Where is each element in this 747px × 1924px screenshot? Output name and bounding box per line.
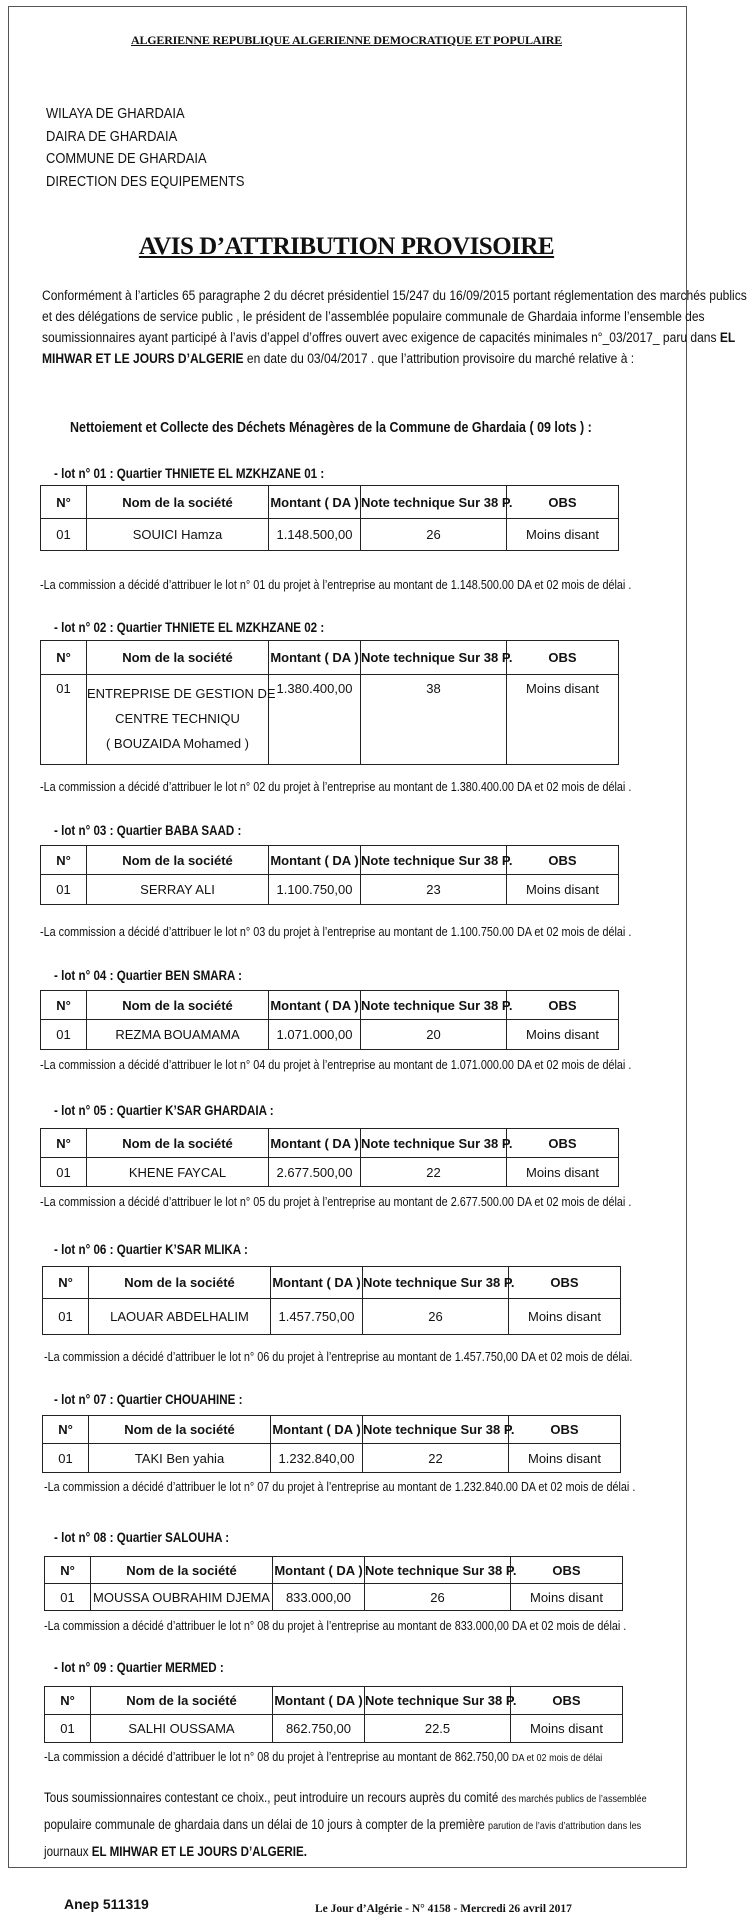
cell-number: 01 — [41, 675, 87, 765]
republic-header: ALGERIENNE REPUBLIQUE ALGERIENNE DEMOCRATIQUE ET POPULAIRE — [130, 33, 563, 47]
col-header: Montant ( DA ) — [273, 1557, 365, 1584]
cell-number: 01 — [43, 1444, 89, 1473]
col-header: Montant ( DA ) — [271, 1416, 363, 1444]
lot-decision: -La commission a décidé d’attribuer le lot n° 01 du projet à l’entreprise au montant de 1.148.500.00 DA et 02 mois de délai . — [40, 578, 632, 592]
col-header: OBS — [507, 486, 619, 519]
decision-text-small: DA et 02 mois de délai — [511, 1752, 603, 1764]
col-header: Montant ( DA ) — [271, 1267, 363, 1299]
cell-note: 20 — [361, 1020, 507, 1050]
cell-note: 22 — [361, 1158, 507, 1187]
cell-amount: 833.000,00 — [273, 1584, 365, 1611]
table-header-row — [45, 1687, 623, 1715]
col-header: Montant ( DA ) — [269, 991, 361, 1020]
lot-table — [40, 640, 619, 765]
lot-table — [42, 1266, 621, 1335]
cell-company: LAOUAR ABDELHALIM — [89, 1299, 271, 1335]
closing-line — [44, 1785, 647, 1812]
intro-line: et des délégations de service public , le président de l’assemblée populaire communale de Ghardaia informe l’ensemble des — [42, 309, 705, 324]
newspaper-name: EL MIHWAR ET LE JOURS D’ALGERIE. — [91, 1844, 308, 1859]
cell-obs: Moins disant — [507, 875, 619, 905]
col-header: OBS — [509, 1416, 621, 1444]
col-header: Montant ( DA ) — [273, 1687, 365, 1715]
cell-company: REZMA BOUAMAMA — [87, 1020, 269, 1050]
cell-obs: Moins disant — [507, 1158, 619, 1187]
col-header: N° — [45, 1687, 91, 1715]
cell-number: 01 — [41, 519, 87, 551]
cell-obs: Moins disant — [507, 675, 619, 765]
col-header: OBS — [507, 846, 619, 875]
table-header-row — [41, 846, 619, 875]
col-header: Nom de la société — [91, 1687, 273, 1715]
table-header-row — [43, 1416, 621, 1444]
closing-line — [44, 1839, 647, 1864]
cell-amount: 2.677.500,00 — [269, 1158, 361, 1187]
lot-decision — [44, 1750, 602, 1764]
company-line: ( BOUZAIDA Mohamed ) — [105, 736, 250, 751]
issuer-line: WILAYA DE GHARDAIA — [46, 105, 185, 122]
table-row — [41, 875, 619, 905]
cell-company: MOUSSA OUBRAHIM DJEMA — [91, 1584, 273, 1611]
lot-title: - lot n° 05 : Quartier K’SAR GHARDAIA : — [54, 1103, 274, 1118]
notice-title: AVIS D’ATTRIBUTION PROVISOIRE — [138, 233, 555, 260]
lot-title: - lot n° 01 : Quartier THNIETE EL MZKHZANE 01 : — [54, 466, 325, 481]
issuer-line: DIRECTION DES EQUIPEMENTS — [46, 172, 245, 190]
lot-title: - lot n° 04 : Quartier BEN SMARA : — [54, 968, 243, 983]
issuer-line: COMMUNE DE GHARDAIA — [46, 150, 207, 167]
lot-table — [40, 1128, 619, 1187]
cell-company: TAKI Ben yahia — [89, 1444, 271, 1473]
col-header: OBS — [507, 1129, 619, 1158]
cell-number: 01 — [41, 1020, 87, 1050]
lot-decision: -La commission a décidé d’attribuer le lot n° 07 du projet à l’entreprise au montant de 1.232.840.00 DA et 02 mois de délai . — [44, 1480, 636, 1494]
intro-line — [42, 348, 681, 369]
col-header: Nom de la société — [87, 486, 269, 519]
col-header: Note technique Sur 38 P. — [361, 991, 507, 1020]
col-header: OBS — [507, 641, 619, 675]
cell-obs: Moins disant — [507, 1020, 619, 1050]
cell-company: SERRAY ALI — [87, 875, 269, 905]
cell-note: 26 — [365, 1584, 511, 1611]
cell-number: 01 — [41, 1158, 87, 1187]
lot-title: - lot n° 02 : Quartier THNIETE EL MZKHZANE 02 : — [54, 620, 325, 635]
cell-amount: 862.750,00 — [273, 1715, 365, 1743]
lot-decision: -La commission a décidé d’attribuer le lot n° 04 du projet à l’entreprise au montant de 1.071.000.00 DA et 02 mois de délai . — [40, 1058, 632, 1072]
lot-title: - lot n° 06 : Quartier K’SAR MLIKA : — [54, 1242, 248, 1257]
col-header: Note technique Sur 38 P. — [361, 486, 507, 519]
journal-footer: Le Jour d’Algérie - N° 4158 - Mercredi 26 avril 2017 — [315, 1903, 572, 1915]
table-row — [41, 519, 619, 551]
newspaper-name: MIHWAR ET LE JOURS D’ALGERIE — [42, 351, 244, 366]
col-header: N° — [41, 486, 87, 519]
cell-amount: 1.457.750,00 — [271, 1299, 363, 1335]
cell-company: SALHI OUSSAMA — [91, 1715, 273, 1743]
col-header: Nom de la société — [87, 1129, 269, 1158]
lot-decision: -La commission a décidé d’attribuer le lot n° 03 du projet à l’entreprise au montant de 1.100.750.00 DA et 02 mois de délai . — [40, 925, 632, 939]
col-header: Nom de la société — [87, 846, 269, 875]
cell-note: 26 — [363, 1299, 509, 1335]
company-line: CENTRE TECHNIQU — [115, 711, 240, 726]
col-header: Montant ( DA ) — [269, 846, 361, 875]
intro-text: en date du 03/04/2017 . que l’attribution provisoire du marché relative à : — [243, 351, 635, 366]
decision-text: -La commission a décidé d’attribuer le lot n° 08 du projet à l’entreprise au montant de 862.750,00 — [44, 1750, 512, 1764]
lot-decision: -La commission a décidé d’attribuer le lot n° 08 du projet à l’entreprise au montant de 833.000,00 DA et 02 mois de délai . — [44, 1619, 627, 1633]
col-header: OBS — [511, 1687, 623, 1715]
lot-decision: -La commission a décidé d’attribuer le lot n° 02 du projet à l’entreprise au montant de 1.380.400.00 DA et 02 mois de délai . — [40, 780, 632, 794]
table-header-row — [41, 641, 619, 675]
closing-text: populaire communale de ghardaia dans un délai de 10 jours à compter de la première — [44, 1817, 489, 1832]
table-row — [41, 1020, 619, 1050]
lot-table — [42, 1415, 621, 1473]
issuer-block — [46, 103, 245, 193]
col-header: Montant ( DA ) — [269, 641, 361, 675]
col-header: Nom de la société — [87, 641, 269, 675]
col-header: OBS — [507, 991, 619, 1020]
table-row — [45, 1584, 623, 1611]
cell-amount: 1.148.500,00 — [269, 519, 361, 551]
table-row — [41, 675, 619, 765]
lot-title: - lot n° 08 : Quartier SALOUHA : — [54, 1530, 230, 1545]
lot-table — [40, 485, 619, 551]
lot-table — [40, 990, 619, 1050]
cell-note: 38 — [361, 675, 507, 765]
cell-note: 26 — [361, 519, 507, 551]
intro-line: Conformément à l’articles 65 paragraphe 2 du décret présidentiel 15/247 du 16/09/2015 portant réglementation des marchés publics — [42, 288, 747, 303]
cell-amount: 1.100.750,00 — [269, 875, 361, 905]
col-header: Montant ( DA ) — [269, 486, 361, 519]
cell-note: 22.5 — [365, 1715, 511, 1743]
lot-table — [44, 1556, 623, 1611]
col-header: Nom de la société — [87, 991, 269, 1020]
cell-number: 01 — [45, 1715, 91, 1743]
closing-text-small: des marchés publics de l’assemblée — [501, 1793, 647, 1805]
table-row — [43, 1444, 621, 1473]
col-header: Note technique Sur 38 P. — [361, 641, 507, 675]
lot-table — [40, 845, 619, 905]
intro-text: soumissionnaires ayant participé à l’avis d’appel d’offres ouvert avec exigence de capacités minimales n°_03/2017_ paru dans — [42, 330, 720, 345]
col-header: Note technique Sur 38 P. — [365, 1687, 511, 1715]
cell-company — [87, 675, 276, 765]
company-line: ENTREPRISE DE GESTION DE — [87, 686, 276, 701]
col-header: Note technique Sur 38 P. — [361, 846, 507, 875]
col-header: Note technique Sur 38 P. — [361, 1129, 507, 1158]
closing-paragraph — [44, 1785, 647, 1864]
col-header: Note technique Sur 38 P. — [363, 1267, 509, 1299]
col-header: Montant ( DA ) — [269, 1129, 361, 1158]
lot-decision: -La commission a décidé d’attribuer le lot n° 05 du projet à l’entreprise au montant de 2.677.500.00 DA et 02 mois de délai . — [40, 1195, 632, 1209]
col-header: N° — [43, 1267, 89, 1299]
closing-line — [44, 1812, 647, 1839]
col-header: N° — [41, 1129, 87, 1158]
cell-amount: 1.380.400,00 — [269, 675, 361, 765]
table-row — [45, 1715, 623, 1743]
col-header: N° — [45, 1557, 91, 1584]
lot-title: - lot n° 09 : Quartier MERMED : — [54, 1660, 224, 1675]
cell-number: 01 — [43, 1299, 89, 1335]
closing-text: Tous soumissionnaires contestant ce choix., peut introduire un recours auprès du comité — [44, 1790, 502, 1805]
cell-obs: Moins disant — [507, 519, 619, 551]
cell-note: 22 — [363, 1444, 509, 1473]
cell-obs: Moins disant — [509, 1444, 621, 1473]
col-header: Nom de la société — [89, 1416, 271, 1444]
table-header-row — [41, 1129, 619, 1158]
project-object: Nettoiement et Collecte des Déchets Ménagères de la Commune de Ghardaia ( 09 lots ) : — [70, 420, 592, 436]
col-header: Nom de la société — [89, 1267, 271, 1299]
col-header: N° — [41, 846, 87, 875]
col-header: Nom de la société — [91, 1557, 273, 1584]
cell-amount: 1.232.840,00 — [271, 1444, 363, 1473]
intro-paragraph — [42, 285, 747, 369]
col-header: N° — [41, 641, 87, 675]
closing-text-small: parution de l’avis d’attribution dans les — [488, 1820, 642, 1832]
table-header-row — [43, 1267, 621, 1299]
cell-number: 01 — [41, 875, 87, 905]
lot-table — [44, 1686, 623, 1743]
table-header-row — [41, 486, 619, 519]
cell-obs: Moins disant — [511, 1715, 623, 1743]
col-header: Note technique Sur 38 P. — [363, 1416, 509, 1444]
cell-number: 01 — [45, 1584, 91, 1611]
cell-note: 23 — [361, 875, 507, 905]
intro-line — [42, 327, 736, 348]
table-header-row — [45, 1557, 623, 1584]
col-header: OBS — [509, 1267, 621, 1299]
table-header-row — [41, 991, 619, 1020]
cell-company: SOUICI Hamza — [87, 519, 269, 551]
newspaper-name: EL — [719, 330, 736, 345]
cell-amount: 1.071.000,00 — [269, 1020, 361, 1050]
col-header: N° — [41, 991, 87, 1020]
issuer-line: DAIRA DE GHARDAIA — [46, 127, 178, 145]
col-header: Note technique Sur 38 P. — [365, 1557, 511, 1584]
lot-title: - lot n° 07 : Quartier CHOUAHINE : — [54, 1392, 243, 1407]
cell-obs: Moins disant — [509, 1299, 621, 1335]
table-row — [41, 1158, 619, 1187]
cell-company: KHENE FAYCAL — [87, 1158, 269, 1187]
table-row — [43, 1299, 621, 1335]
col-header: OBS — [511, 1557, 623, 1584]
anep-reference: Anep 511319 — [64, 1896, 149, 1912]
closing-text: journaux — [44, 1844, 92, 1859]
col-header: N° — [43, 1416, 89, 1444]
lot-title: - lot n° 03 : Quartier BABA SAAD : — [54, 823, 242, 838]
cell-obs: Moins disant — [511, 1584, 623, 1611]
lot-decision: -La commission a décidé d’attribuer le lot n° 06 du projet à l’entreprise au montant de 1.457.750,00 DA et 02 mois de délai. — [44, 1350, 633, 1364]
